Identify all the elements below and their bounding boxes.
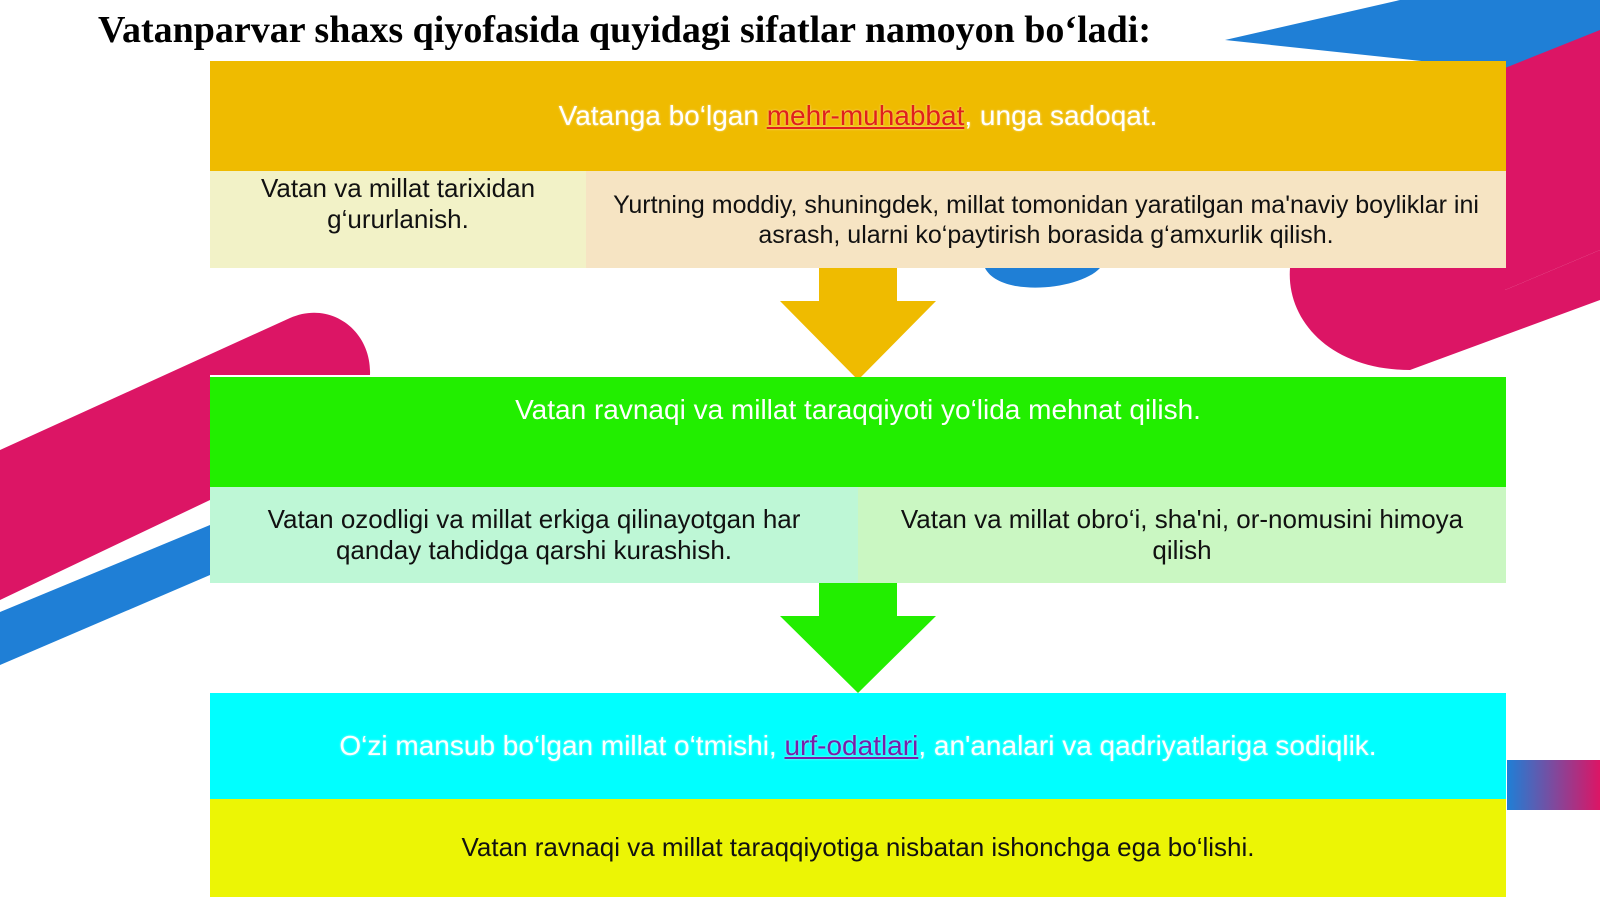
block3-bottom-text: Vatan ravnaqi va millat taraqqiyotiga nisbatan ishonchga ega bo‘lishi. xyxy=(461,832,1255,863)
magenta-stripe-top-right xyxy=(1505,30,1600,290)
block2-right-box xyxy=(858,487,1506,583)
block1-header-text-before: Vatanga bo‘lgan xyxy=(558,100,767,132)
urf-odatlari-link[interactable]: urf-odatlari xyxy=(784,730,919,762)
block1-right-text: Yurtning moddiy, shuningdek, millat tomonidan yaratilgan ma'naviy boyliklar ini asrash, ularni ko‘paytirish borasida g‘amxurlik qilish. xyxy=(613,190,1479,249)
block2-right-text: Vatan va millat obro‘i, sha'ni, or-nomusini himoya qilish xyxy=(900,503,1464,565)
block1-left-box xyxy=(210,171,586,268)
block2-left-box xyxy=(210,487,858,583)
block3-header-text-after: , an'analari va qadriyatlariga sodiqlik. xyxy=(918,730,1377,762)
block1-right-box xyxy=(586,171,1506,268)
block2-header xyxy=(210,377,1506,487)
block1-header-text-after: , unga sadoqat. xyxy=(964,100,1158,132)
block2-header-text: Vatan ravnaqi va millat taraqqiyoti yo‘lida mehnat qilish. xyxy=(515,394,1201,425)
down-arrow-icon xyxy=(780,268,936,380)
gradient-tab-right xyxy=(1507,760,1600,810)
block3-header xyxy=(210,693,1506,799)
mehr-muhabbat-link[interactable]: mehr-muhabbat xyxy=(766,100,965,132)
page-title: Vatanparvar shaxs qiyofasida quyidagi sifatlar namoyon bo‘ladi: xyxy=(98,9,1151,51)
block2-left-text: Vatan ozodligi va millat erkiga qilinayotgan har qanday tahdidga qarshi kurashish. xyxy=(267,503,801,565)
block1-left-text: Vatan va millat tarixidan g‘ururlanish. xyxy=(260,173,536,235)
block3-bottom-box xyxy=(210,799,1506,897)
block3-header-text-before: O‘zi mansub bo‘lgan millat o‘tmishi, xyxy=(339,730,785,762)
block1-header xyxy=(210,61,1506,171)
blue-arc-right xyxy=(985,268,1100,288)
down-arrow-icon xyxy=(780,583,936,693)
